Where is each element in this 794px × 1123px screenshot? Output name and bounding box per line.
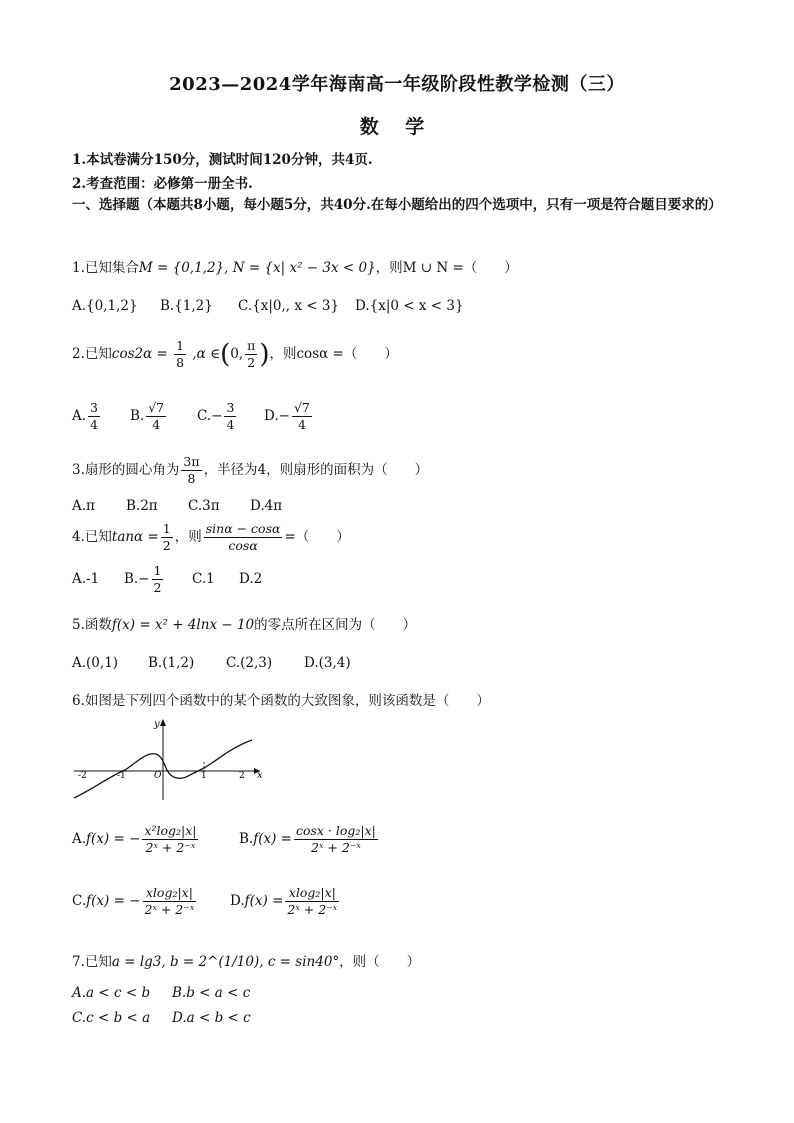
q3-stem-suffix: ，半径为4，则扇形的面积为（ ） <box>203 462 429 478</box>
q2-option-b[interactable] <box>130 400 197 433</box>
question-7 <box>72 950 420 970</box>
q2-frac-num: 1 <box>176 338 185 353</box>
q6-option-c-den: 2ˣ + 2⁻ˣ <box>144 902 195 917</box>
question-4 <box>72 521 350 554</box>
q6-option-c-frac <box>143 885 197 918</box>
q2-fraction <box>174 338 186 371</box>
q1-option-d[interactable]: D.{x|0 < x < 3} <box>355 298 464 314</box>
question-1 <box>72 256 518 276</box>
q4-option-c[interactable]: C.1 <box>192 571 215 587</box>
q2-option-b-label: B. <box>130 408 145 424</box>
q2-options <box>72 400 314 433</box>
q2-open-paren: ( <box>220 339 231 370</box>
question-2 <box>72 338 398 371</box>
q2-option-d[interactable] <box>264 400 314 433</box>
q3-option-d[interactable]: D.4π <box>250 498 283 514</box>
q4-option-a[interactable]: A.-1 <box>72 571 100 587</box>
q2-option-d-num: √7 <box>293 400 310 415</box>
q2-stem-prefix: 2.已知 <box>72 346 112 362</box>
q6-option-d-den: 2ˣ + 2⁻ˣ <box>287 902 338 917</box>
q4-expr: tanα = <box>111 529 159 545</box>
question-6: 6.如图是下列四个函数中的某个函数的大致图象，则该函数是（ ） <box>72 693 490 709</box>
q4-frac-num: 1 <box>162 521 171 536</box>
q2-option-b-den: 4 <box>152 417 161 432</box>
note-2: 2.考查范围：必修第一册全书. <box>72 176 253 192</box>
function-graph <box>70 718 270 804</box>
y-axis-arrow <box>160 719 166 726</box>
q3-option-b[interactable]: B.2π <box>126 498 158 514</box>
q2-option-a-num: 3 <box>90 400 98 415</box>
q2-interval-num: π <box>247 338 256 353</box>
q2-option-b-frac <box>146 400 166 433</box>
q3-stem-prefix: 3.扇形的圆心角为 <box>72 462 180 478</box>
q6-option-b-num: cosx · log₂|x| <box>295 823 376 838</box>
q2-option-d-frac <box>292 400 312 433</box>
q2-option-d-den: 4 <box>297 417 306 432</box>
q4-stem-prefix: 4.已知 <box>72 529 112 545</box>
q1-stem-prefix: 1.已知集合 <box>72 260 139 276</box>
q1-stem-suffix: ，则M ∪ N =（ ） <box>375 260 518 276</box>
note-1: 1.本试卷满分150分，测试时间120分钟，共4页. <box>72 152 373 168</box>
q5-options <box>72 655 351 671</box>
q7-options-row-2 <box>72 1010 251 1026</box>
q6-option-d-frac <box>285 885 339 918</box>
tick-label-neg1: -1 <box>117 771 126 781</box>
q6-option-b-den: 2ˣ + 2⁻ˣ <box>311 840 361 855</box>
q6-option-b-lhs: f(x) = <box>253 831 292 847</box>
q6-option-a-frac <box>142 823 198 856</box>
q2-option-a-label: A. <box>72 408 87 424</box>
q2-option-c-label: C.− <box>197 408 223 424</box>
q4-expr-num: sinα − cosα <box>205 521 281 536</box>
q2-option-c[interactable] <box>197 400 264 433</box>
q2-option-c-den: 4 <box>226 417 235 432</box>
q4-expression-fraction <box>204 521 283 554</box>
q6-option-a-num: x²log₂|x| <box>144 823 197 838</box>
q6-option-a-lhs: f(x) = − <box>86 831 141 847</box>
q3-option-c[interactable]: C.3π <box>188 498 220 514</box>
q7-stem-prefix: 7.已知 <box>72 954 112 970</box>
q2-frac-den: 8 <box>176 355 185 370</box>
q3-fraction <box>181 454 201 487</box>
q3-option-a[interactable]: A.π <box>72 498 95 514</box>
q6-option-b-frac <box>294 823 378 856</box>
q4-fraction <box>161 521 173 554</box>
q6-option-a-label: A. <box>72 831 87 847</box>
q3-frac-num: 3π <box>183 454 200 469</box>
q2-interval-fraction <box>245 338 257 371</box>
q4-stem-suffix: =（ ） <box>284 529 350 545</box>
q6-options-row-2 <box>72 885 341 918</box>
q2-option-c-num: 3 <box>226 400 235 415</box>
q2-alpha-in: ,α ∈ <box>192 346 221 362</box>
q6-option-c[interactable] <box>72 885 230 918</box>
q5-stem-prefix: 5.函数 <box>72 617 112 633</box>
q4-option-b-den: 2 <box>153 580 162 595</box>
x-axis-label: x <box>257 770 263 781</box>
q5-option-c[interactable]: C.(2,3) <box>226 655 273 671</box>
q5-option-b[interactable]: B.(1,2) <box>148 655 195 671</box>
q5-expr: f(x) = x² + 4lnx − 10 <box>111 617 255 633</box>
tick-label-neg2: -2 <box>78 771 87 781</box>
q1-options <box>72 298 464 314</box>
q1-set-m: M = {0,1,2} <box>138 260 225 276</box>
q2-option-a-den: 4 <box>90 417 98 432</box>
q5-option-a[interactable]: A.(0,1) <box>72 655 119 671</box>
q4-option-b-label: B.− <box>124 571 150 587</box>
subject-title: 数 学 <box>359 116 435 138</box>
q6-option-d[interactable] <box>230 885 341 918</box>
q7-option-b[interactable]: B.b < a < c <box>172 985 251 1001</box>
q2-stem-suffix: ，则cosα =（ ） <box>269 346 398 362</box>
q2-expr: cos2α = <box>111 346 168 362</box>
tick-label-2: 2 <box>239 771 245 781</box>
q6-option-d-label: D. <box>230 893 245 909</box>
q2-option-d-label: D.− <box>264 408 290 424</box>
q2-close-paren: ) <box>259 339 270 370</box>
q6-options-row-1 <box>72 823 380 856</box>
q4-options <box>72 563 262 596</box>
q2-interval-left: 0, <box>230 346 244 362</box>
q6-option-c-lhs: f(x) = − <box>86 893 141 909</box>
q7-option-c[interactable]: C.c < b < a <box>72 1010 151 1026</box>
q6-option-a-den: 2ˣ + 2⁻ˣ <box>145 840 196 855</box>
q4-mid: ，则 <box>174 529 202 545</box>
q6-option-c-label: C. <box>72 893 87 909</box>
q6-option-d-lhs: f(x) = <box>244 893 284 909</box>
q2-option-a[interactable] <box>72 400 130 433</box>
q6-option-b[interactable] <box>239 823 380 856</box>
section-1-intro: 一、选择题（本题共8小题，每小题5分，共40分.在每小题给出的四个选项中，只有一项是符合题目要求的） <box>72 197 722 213</box>
q2-option-b-num: √7 <box>148 400 165 415</box>
question-5 <box>72 613 416 633</box>
q5-option-d[interactable]: D.(3,4) <box>304 655 351 671</box>
q4-option-b[interactable] <box>124 563 192 596</box>
tick-label-1: 1 <box>201 771 207 781</box>
q7-stem-suffix: ，则（ ） <box>339 954 421 970</box>
q1-option-a[interactable]: A.{0,1,2} <box>72 298 138 314</box>
q1-option-c[interactable]: C.{x|0,, x < 3} <box>238 298 340 314</box>
question-3 <box>72 454 428 487</box>
q6-option-b-label: B. <box>239 831 254 847</box>
q3-frac-den: 8 <box>187 471 196 486</box>
q4-expr-den: cosα <box>228 538 258 553</box>
y-axis-label: y <box>154 719 160 730</box>
q7-option-d[interactable]: D.a < b < c <box>172 1010 251 1026</box>
q6-option-a[interactable] <box>72 823 239 856</box>
q7-options-row-1 <box>72 985 250 1001</box>
q4-option-d[interactable]: D.2 <box>239 571 263 587</box>
q6-option-d-num: xlog₂|x| <box>285 885 339 902</box>
q7-expr: a = lg3, b = 2^(1/10), c = sin40° <box>111 954 340 970</box>
q2-interval-den: 2 <box>247 355 256 370</box>
origin-label: O <box>154 771 162 781</box>
q6-option-c-num: xlog₂|x| <box>143 885 197 902</box>
q1-option-b[interactable]: B.{1,2} <box>160 298 213 314</box>
q1-set-n: , N = {x| x² − 3x < 0} <box>224 260 376 276</box>
q4-frac-den: 2 <box>162 538 171 553</box>
q2-option-a-frac <box>88 400 100 433</box>
q4-option-b-frac <box>152 563 164 596</box>
exam-title: 2023—2024学年海南高一年级阶段性教学检测（三） <box>169 74 625 95</box>
q7-option-a[interactable]: A.a < c < b <box>72 985 151 1001</box>
q2-option-c-frac <box>224 400 236 433</box>
q3-options <box>72 498 282 514</box>
q4-option-b-num: 1 <box>153 563 162 578</box>
q5-stem-suffix: 的零点所在区间为（ ） <box>254 617 417 633</box>
